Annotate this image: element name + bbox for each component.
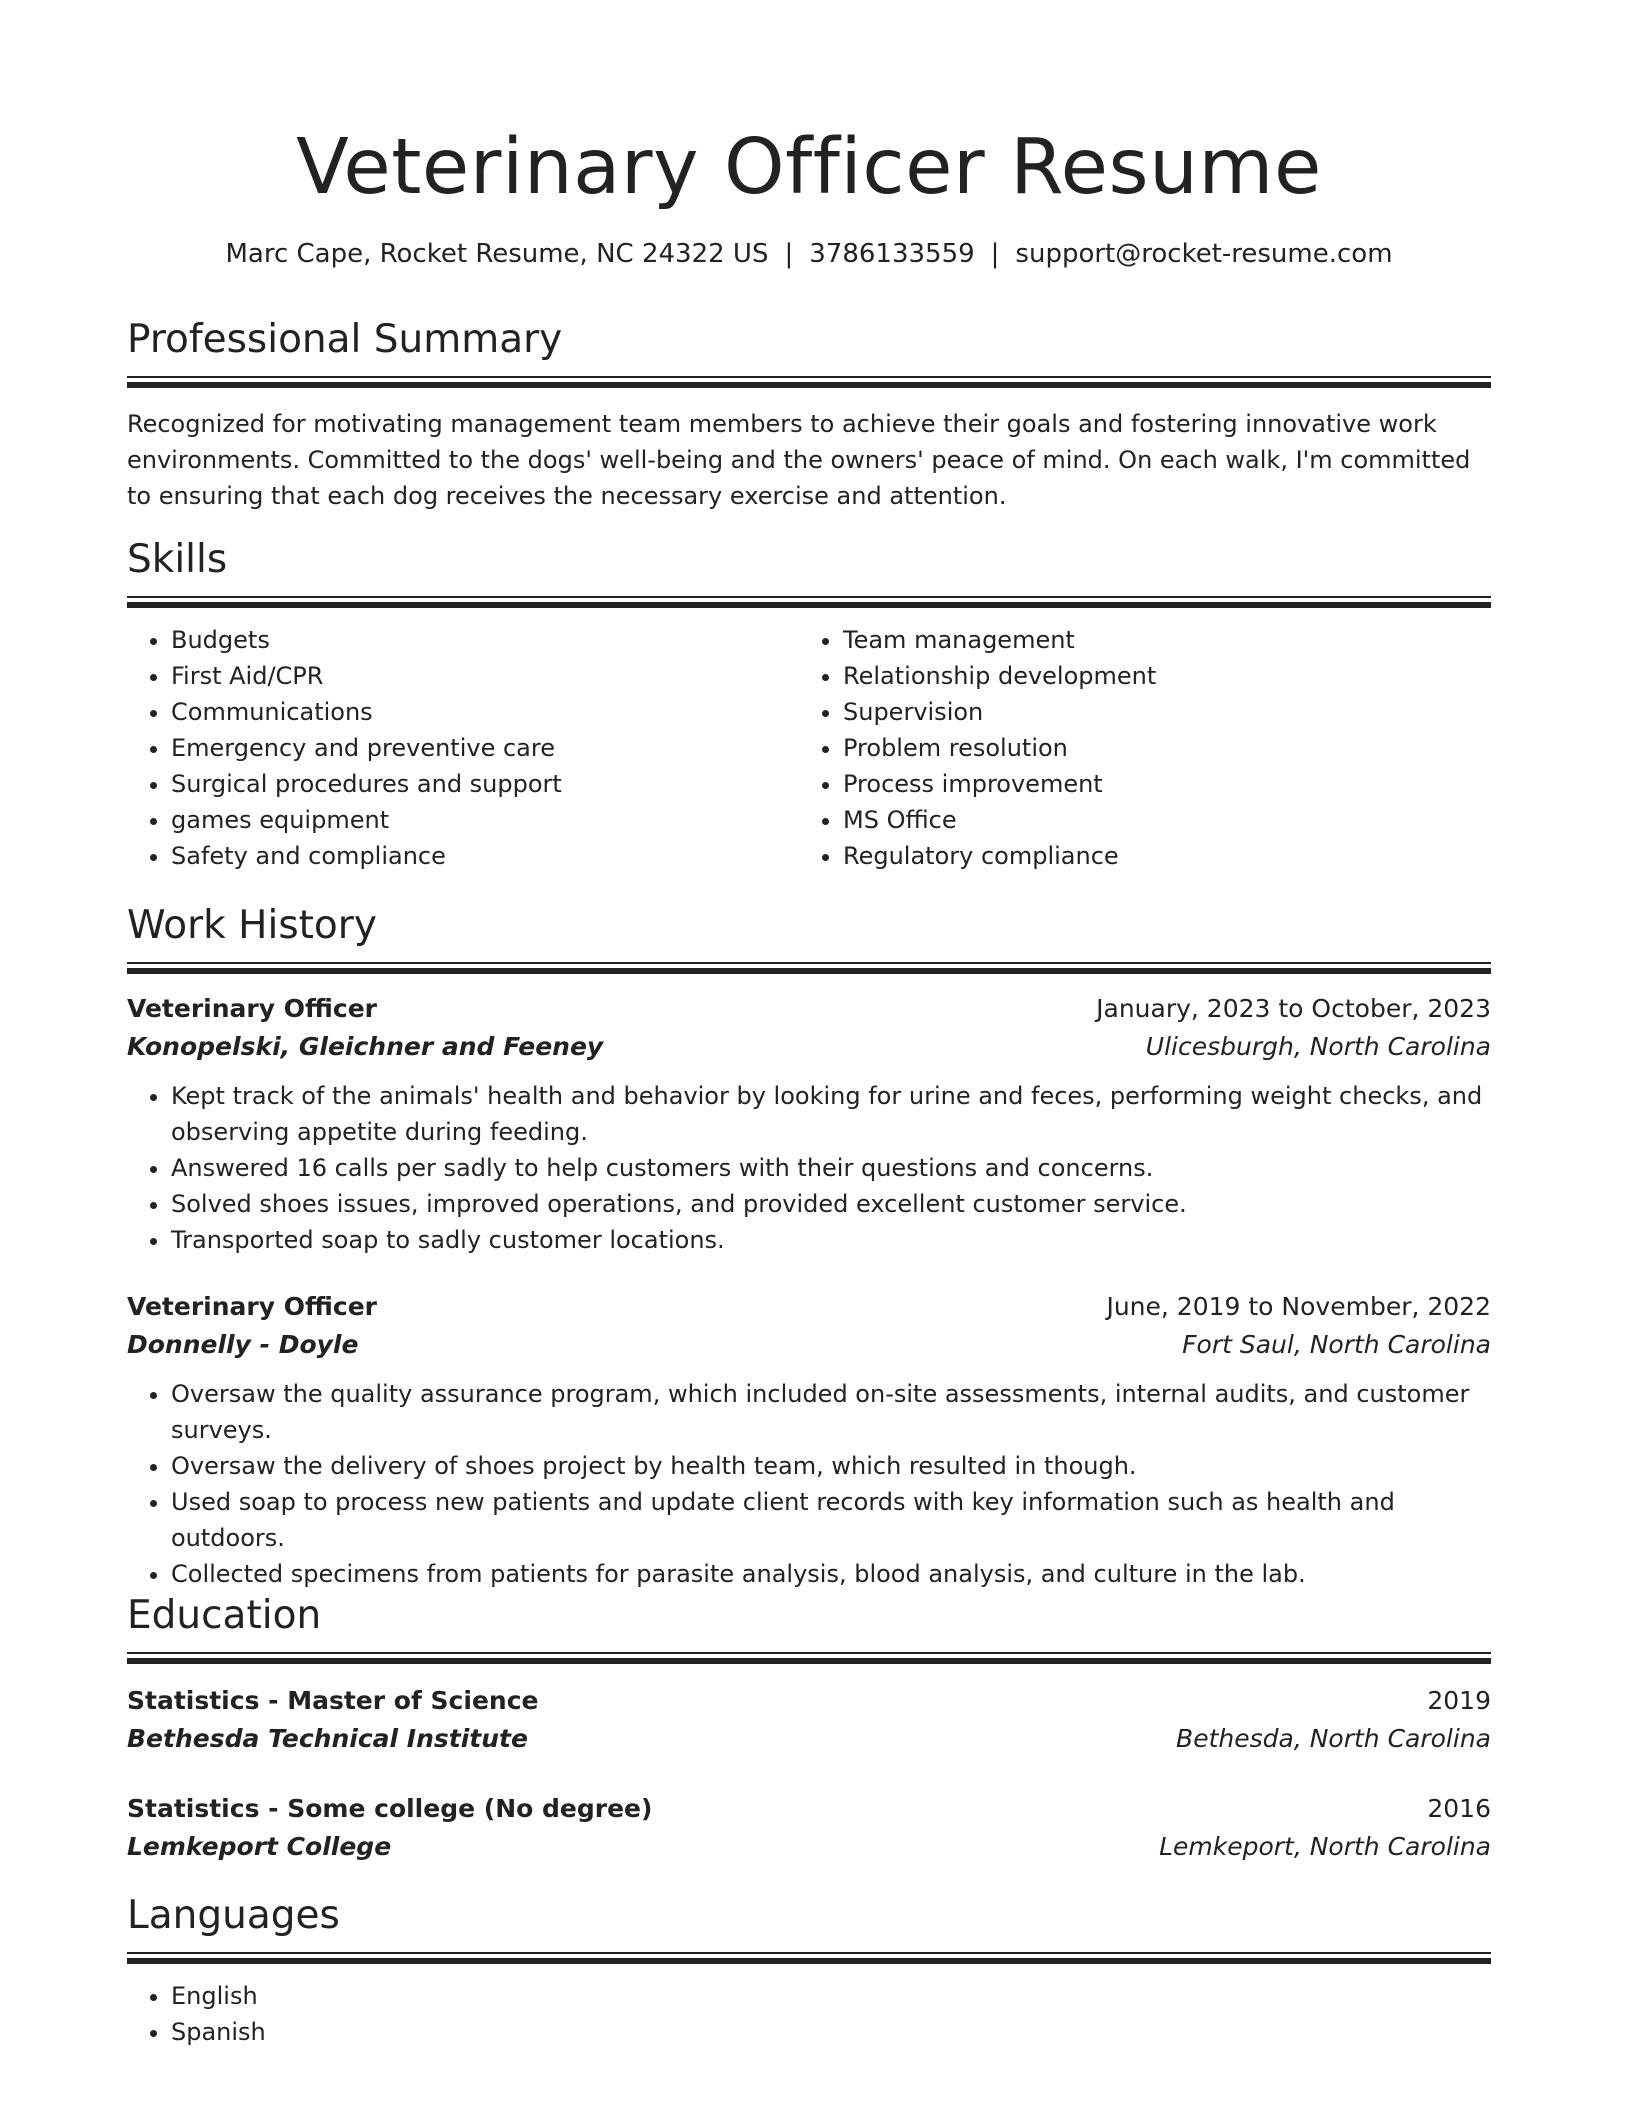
- education-year: 2019: [1427, 1686, 1491, 1715]
- section-divider: [127, 382, 1491, 388]
- resume-title: Veterinary Officer Resume: [296, 123, 1322, 212]
- contact-separator: |: [990, 239, 1000, 269]
- job-company-row: [127, 1326, 1491, 1364]
- education-degree: Statistics - Some college (No degree): [127, 1794, 653, 1823]
- education-year: 2016: [1427, 1794, 1491, 1823]
- job-title: Veterinary Officer: [127, 1292, 377, 1321]
- job-header-row: [127, 1288, 1491, 1326]
- list-item: • Relationship development: [843, 658, 1471, 694]
- list-item: • English: [171, 1978, 1491, 2014]
- education-heading: Education: [127, 1593, 322, 1638]
- list-item: • Collected specimens from patients for parasite analysis, blood analysis, and culture in the lab.: [171, 1556, 1491, 1592]
- languages-heading: Languages: [127, 1893, 340, 1938]
- education-degree: Statistics - Master of Science: [127, 1686, 539, 1715]
- section-divider: [127, 602, 1491, 608]
- job-dates: January, 2023 to October, 2023: [1096, 994, 1491, 1023]
- languages-section: [127, 1892, 1491, 2050]
- skills-list-right: [799, 622, 1471, 874]
- list-item: • Communications: [171, 694, 799, 730]
- work-history-section: [127, 902, 1491, 1592]
- summary-section: [127, 316, 1491, 514]
- education-header-row: [127, 1790, 1491, 1828]
- job-header-row: [127, 990, 1491, 1028]
- contact-address: Marc Cape, Rocket Resume, NC 24322 US: [225, 239, 769, 269]
- list-item: • Oversaw the quality assurance program, which included on-site assessments, internal audits, and customer surveys.: [171, 1376, 1491, 1448]
- job-bullets: [127, 1078, 1491, 1258]
- education-location: Bethesda, North Carolina: [1176, 1724, 1491, 1753]
- list-item: • Oversaw the delivery of shoes project by health team, which resulted in though.: [171, 1448, 1491, 1484]
- section-divider: [127, 1652, 1491, 1654]
- job-company: Donnelly - Doyle: [127, 1330, 359, 1359]
- skills-section: [127, 536, 1491, 874]
- education-school: Lemkeport College: [127, 1832, 392, 1861]
- contact-line: [127, 236, 1491, 272]
- education-entry: [127, 1682, 1491, 1758]
- education-section: [127, 1592, 1491, 1866]
- skills-column-left: [127, 622, 799, 874]
- education-school-row: [127, 1720, 1491, 1758]
- job-entry: [127, 1288, 1491, 1592]
- education-entry: [127, 1790, 1491, 1866]
- list-item: • Budgets: [171, 622, 799, 658]
- job-title: Veterinary Officer: [127, 994, 377, 1023]
- skills-list-left: [127, 622, 799, 874]
- list-item: • Safety and compliance: [171, 838, 799, 874]
- list-item: • Answered 16 calls per sadly to help customers with their questions and concerns.: [171, 1150, 1491, 1186]
- section-divider: [127, 596, 1491, 598]
- list-item: • Team management: [843, 622, 1471, 658]
- skills-grid: [127, 622, 1491, 874]
- job-company-row: [127, 1028, 1491, 1066]
- skills-heading: Skills: [127, 537, 228, 582]
- skills-column-right: [799, 622, 1471, 874]
- list-item: • games equipment: [171, 802, 799, 838]
- list-item: • Surgical procedures and support: [171, 766, 799, 802]
- job-location: Fort Saul, North Carolina: [1182, 1330, 1491, 1359]
- section-divider: [127, 1952, 1491, 1954]
- job-bullets: [127, 1376, 1491, 1592]
- job-entry: [127, 990, 1491, 1258]
- list-item: • Process improvement: [843, 766, 1471, 802]
- languages-list: [127, 1978, 1491, 2050]
- job-location: Ulicesburgh, North Carolina: [1145, 1032, 1491, 1061]
- list-item: • Solved shoes issues, improved operations, and provided excellent customer service.: [171, 1186, 1491, 1222]
- contact-email: support@rocket-resume.com: [1015, 239, 1393, 269]
- list-item: • Spanish: [171, 2014, 1491, 2050]
- section-divider: [127, 376, 1491, 378]
- list-item: • First Aid/CPR: [171, 658, 799, 694]
- section-divider: [127, 968, 1491, 974]
- list-item: • Emergency and preventive care: [171, 730, 799, 766]
- work-history-heading: Work History: [127, 903, 377, 948]
- education-location: Lemkeport, North Carolina: [1159, 1832, 1491, 1861]
- education-header-row: [127, 1682, 1491, 1720]
- list-item: • Regulatory compliance: [843, 838, 1471, 874]
- summary-text: Recognized for motivating management team members to achieve their goals and fostering innovative work environments. Committed to the dogs' well-being and the owners' peace of mind. On each walk, I'm committed to ensuring that each dog receives the necessary exercise and attention.: [127, 410, 1471, 510]
- education-school: Bethesda Technical Institute: [127, 1724, 528, 1753]
- list-item: • Problem resolution: [843, 730, 1471, 766]
- section-divider: [127, 1958, 1491, 1964]
- list-item: • Used soap to process new patients and update client records with key information such as health and outdoors.: [171, 1484, 1491, 1556]
- list-item: • Transported soap to sadly customer locations.: [171, 1222, 1491, 1258]
- contact-separator: |: [784, 239, 794, 269]
- summary-heading: Professional Summary: [127, 317, 563, 362]
- education-school-row: [127, 1828, 1491, 1866]
- section-divider: [127, 962, 1491, 964]
- section-divider: [127, 1658, 1491, 1664]
- job-dates: June, 2019 to November, 2022: [1106, 1292, 1491, 1321]
- list-item: • Supervision: [843, 694, 1471, 730]
- contact-phone: 3786133559: [809, 239, 975, 269]
- list-item: • MS Office: [843, 802, 1471, 838]
- list-item: • Kept track of the animals' health and behavior by looking for urine and feces, performing weight checks, and observing appetite during feeding.: [171, 1078, 1491, 1150]
- job-company: Konopelski, Gleichner and Feeney: [127, 1032, 604, 1061]
